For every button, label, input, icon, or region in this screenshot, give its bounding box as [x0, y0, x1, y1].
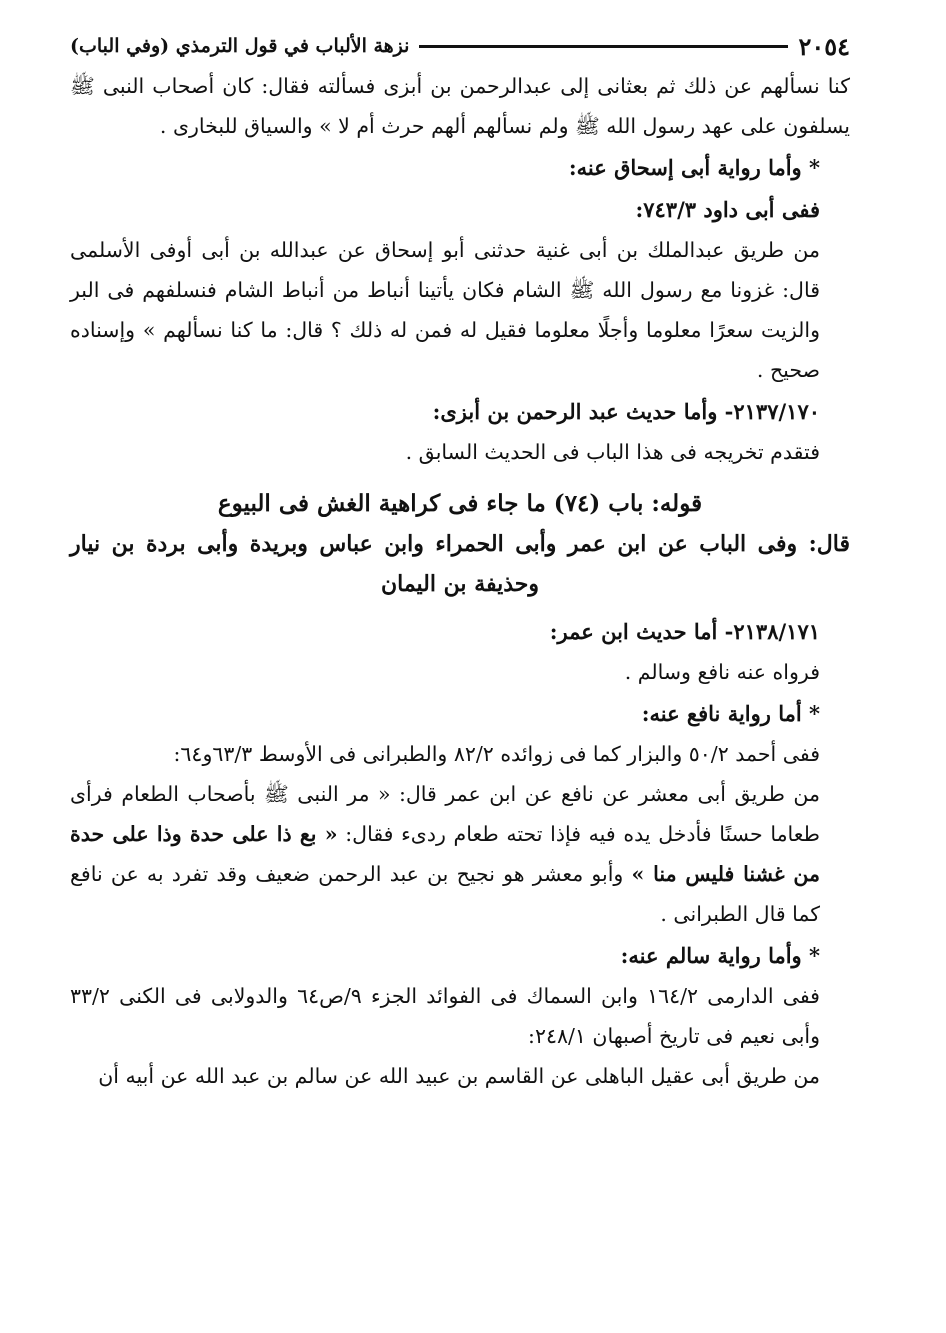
paragraph-2: من طريق عبدالملك بن أبى غنية حدثنى أبو إسحاق عن عبدالله بن أبى أوفى الأسلمى قال: غزونا مع رسول الله ﷺ الشام فكان يأتينا أنباط من أنباط الشام فنسلفهم فى البر والزيت سعرًا معلوما وأجلًا معلوما فقيل له فمن له ذلك ؟ قال: ما كنا نسألهم » وإسناده صحيح . — [70, 238, 820, 382]
hadith-heading-2137: ٢١٣٧/١٧٠- وأما حديث عبد الرحمن بن أبزى: — [432, 399, 820, 424]
paragraph-4: فرواه عنه نافع وسالم . — [624, 660, 820, 684]
paragraph-5 — [70, 774, 850, 934]
hadith-heading-2138: ٢١٣٨/١٧١- أما حديث ابن عمر: — [549, 619, 820, 644]
paragraph-6: من طريق أبى عقيل الباهلى عن القاسم بن عبيد الله عن سالم بن عبد الله عن أبيه أن — [98, 1064, 820, 1088]
page-content — [70, 66, 850, 1096]
chapter-heading: قوله: باب (٧٤) ما جاء فى كراهية الغش فى البيوع — [217, 490, 703, 517]
page-number: ٢٠٥٤ — [798, 31, 850, 61]
paragraph-3: فتقدم تخريجه فى هذا الباب فى الحديث السابق . — [405, 440, 820, 464]
paragraph-5-start: من طريق أبى معشر عن نافع عن ابن عمر قال: « مر النبى ﷺ بأصحاب الطعام فرأى طعاما حسنًا فأدخل يده فيه فإذا تحته طعام ردىء فقال: — [70, 782, 820, 846]
heading-salim: * وأما رواية سالم عنه: — [620, 943, 820, 968]
running-title: نزهة الألباب في قول الترمذي (وفي الباب) — [70, 35, 410, 57]
heading-nafi: * أما رواية نافع عنه: — [641, 701, 820, 726]
wa-fil-bab-statement: قال: وفى الباب عن ابن عمر وأبى الحمراء وابن عباس وبريدة وأبى بردة بن نيار وحذيفة بن اليمان — [70, 531, 850, 597]
source-ahmad: ففى أحمد ٥٠/٢ والبزار كما فى زوائده ٨٢/٢ والطبرانى فى الأوسط ٦٣/٣و٦٤: — [173, 742, 820, 766]
paragraph-5-end: وأبو معشر هو نجيح بن عبد الرحمن ضعيف وقد تفرد به عن نافع كما قال الطبرانى . — [70, 862, 820, 926]
heading-abu-ishaq: * وأما رواية أبى إسحاق عنه: — [568, 155, 820, 180]
page-header — [70, 30, 850, 62]
spacer — [70, 604, 850, 610]
source-abu-dawud: ففى أبى داود ٧٤٣/٣: — [635, 197, 820, 222]
paragraph-1: كنا نسألهم عن ذلك ثم بعثانى إلى عبدالرحمن بن أبزى فسألته فقال: كان أصحاب النبى ﷺ يسلفون على عهد رسول الله ﷺ ولم نسألهم ألهم حرث أم لا » والسياق للبخارى . — [70, 74, 850, 138]
source-darimi: ففى الدارمى ١٦٤/٢ وابن السماك فى الفوائد الجزء ٩/ص٦٤ والدولابى فى الكنى ٣٣/٢ وأبى نعيم فى تاريخ أصبهان ٢٤٨/١: — [70, 984, 820, 1048]
paragraph-5-hadith-text: « بع ذا على حدة وذا على حدة من غشنا فليس منا » — [70, 822, 820, 886]
header-rule — [419, 45, 788, 48]
book-page — [70, 30, 850, 1096]
